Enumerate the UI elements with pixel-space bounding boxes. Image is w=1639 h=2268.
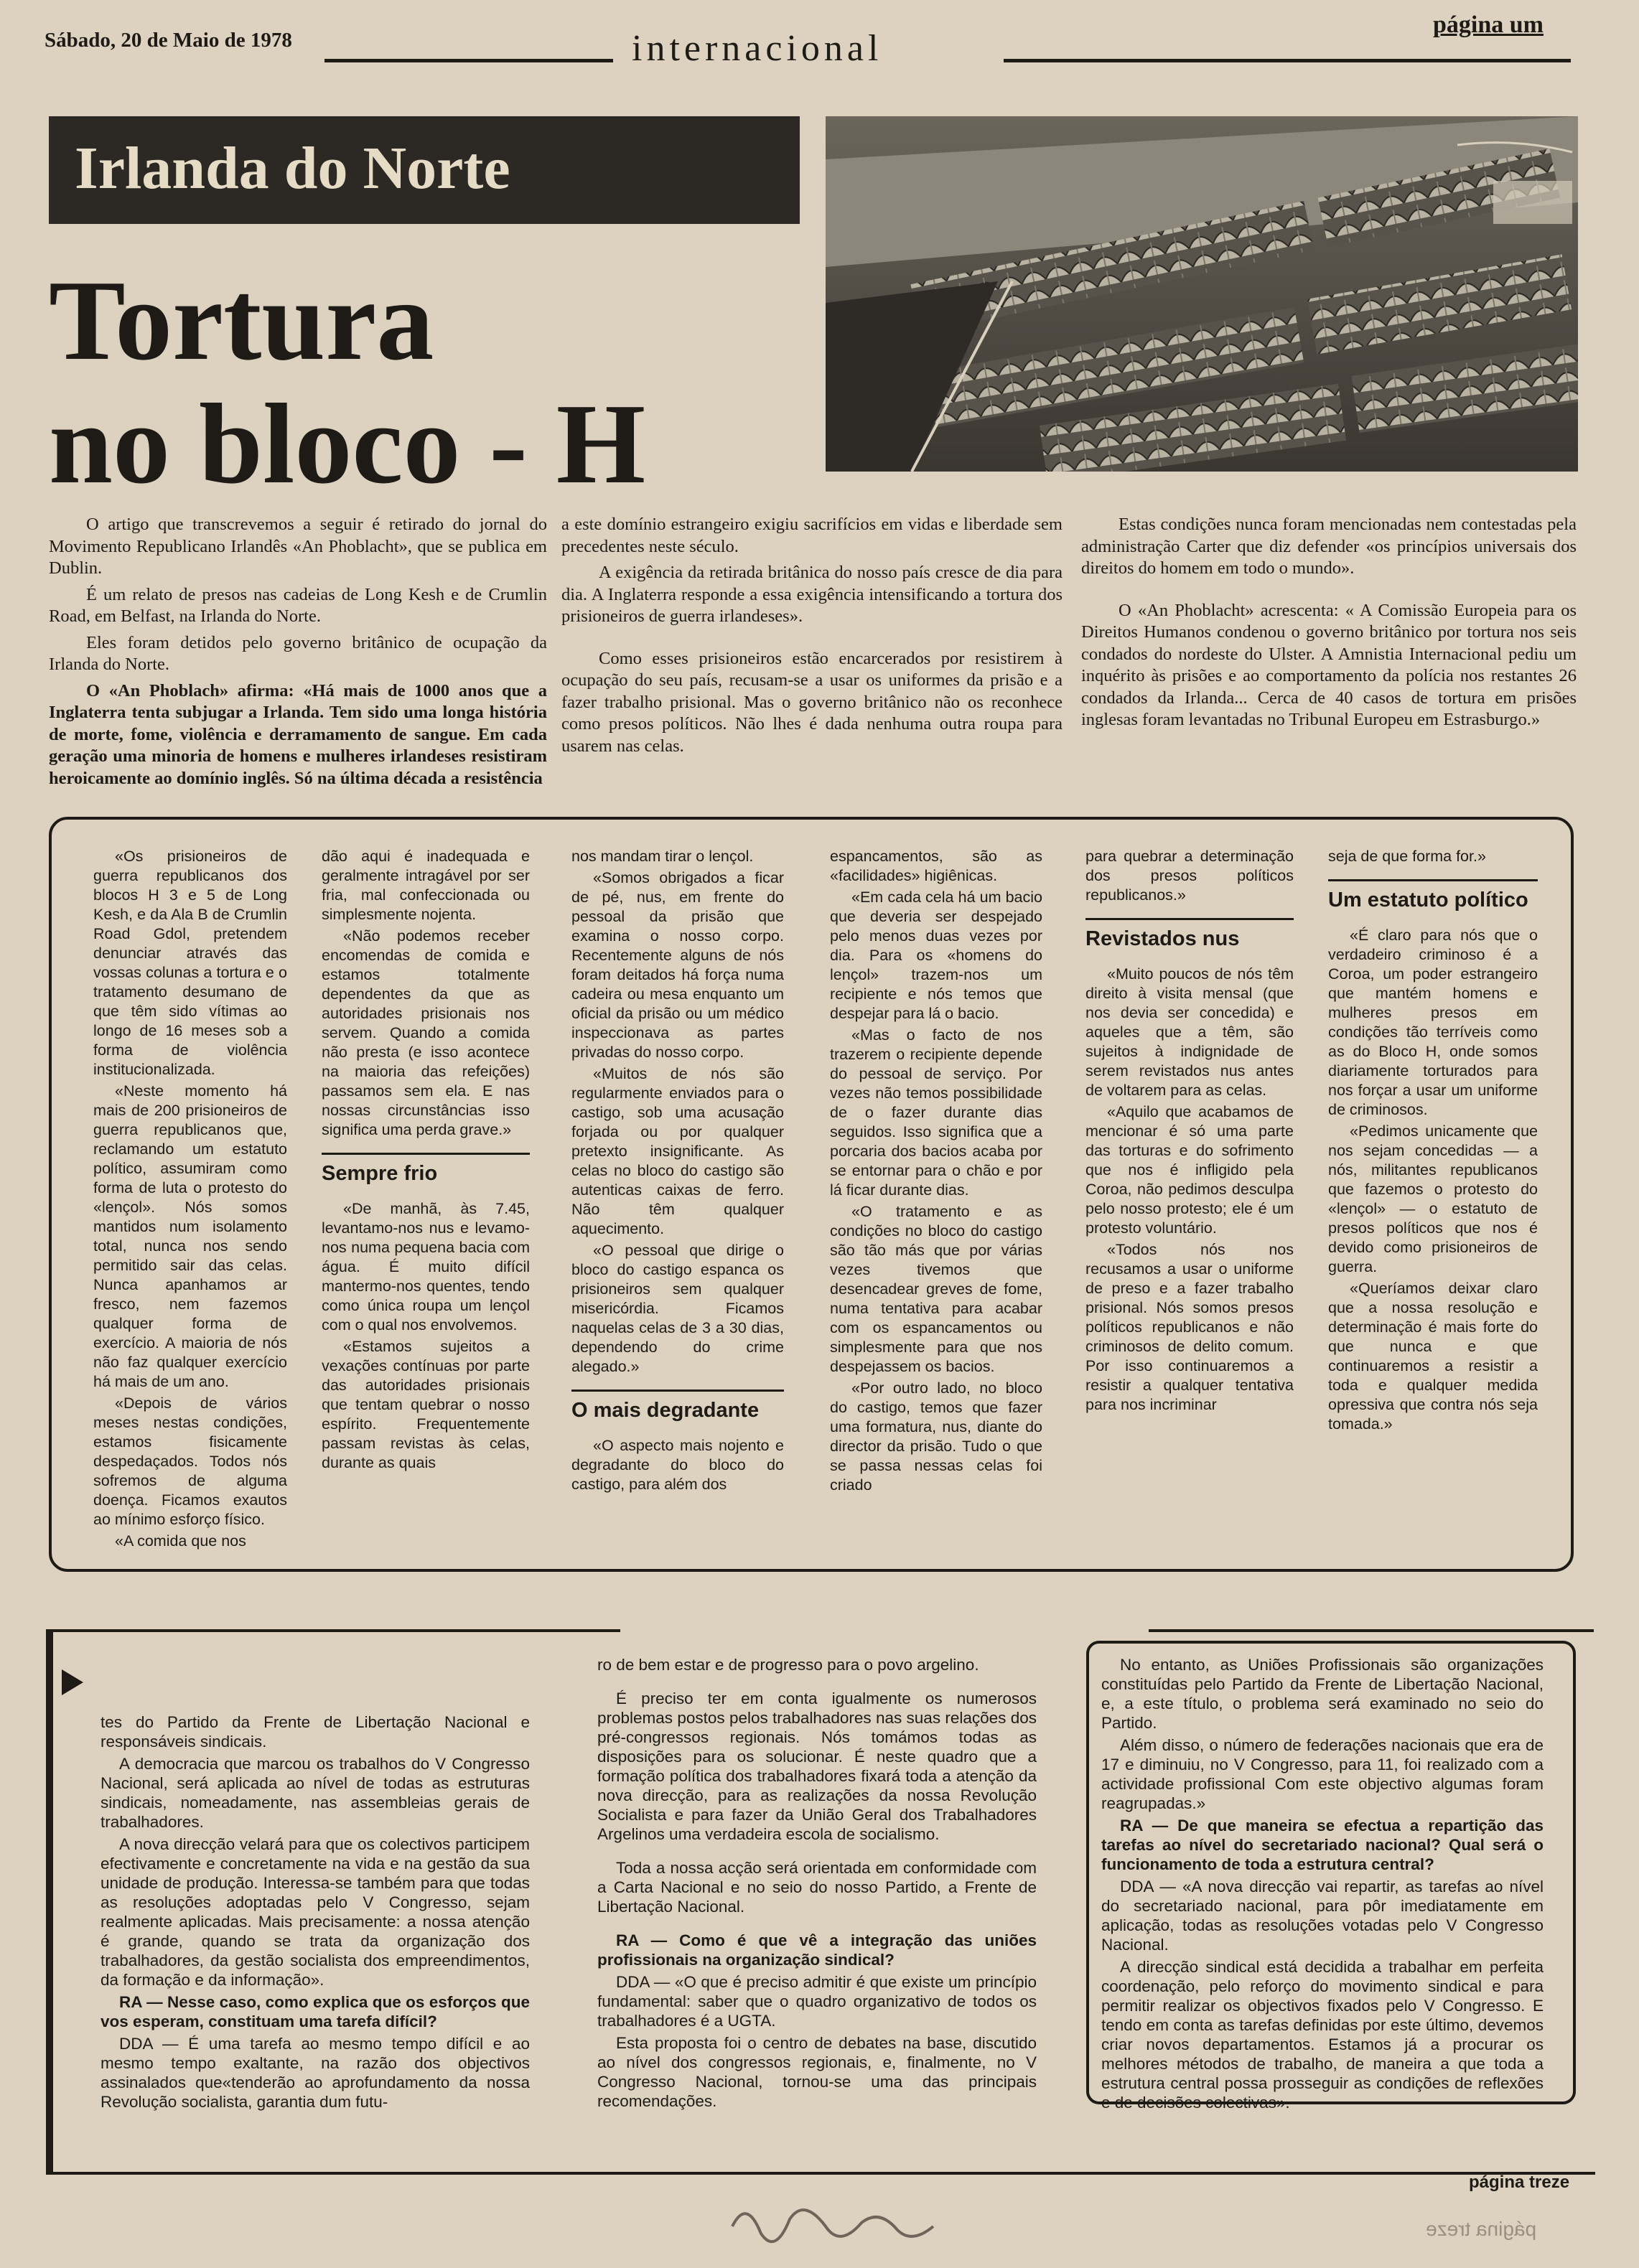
bottom-paragraph: Além disso, o número de federações nacionais que era de 17 e diminuiu, no V Congresso, para 11, foi realizado com a actividade profissional Com este objectivo algumas foram reagrupadas.»	[1101, 1736, 1544, 1812]
testimony-paragraph: «Muito poucos de nós têm direito à visita mensal (que nos devia ser concedida) e aqueles que a têm, são sujeitos à indignidade de serem revistados nus antes de voltarem para as celas.	[1085, 965, 1294, 1099]
testimony-paragraph: «De manhã, às 7.45, levantamo-nos nus e levamo-nos numa pequena bacia com água. É muito difícil mantermo-nos quentes, tendo como única roupa um lençol com o qual nos envolvemos.	[322, 1200, 530, 1334]
testimony-column-4	[830, 847, 1042, 1497]
testimony-paragraph: «Em cada cela há um bacio que deveria ser despejado pelo menos duas vezes por dia. Para os «homens do lençol» trazem-nos um recipiente e nós temos que despejar para lá o bacio.	[830, 889, 1042, 1022]
header-rule-left	[324, 59, 613, 62]
bottom-paragraph: É preciso ter em conta igualmente os numerosos problemas postos pelos trabalhadores nas suas relações dos pré-congressos regionais. Nós tomámos todas as disposições para os solucionar. É neste quadro que a formação política dos trabalhadores fixará toda a atenção da nova direcção, para as realizações da nossa Revolução Socialista e para fazer da União Geral dos Trabalhadores Argelinos uma verdadeira escola de socialismo.	[597, 1690, 1037, 1843]
headline-line-2: no bloco - H	[49, 380, 646, 507]
lead-paragraph: O artigo que transcrevemos a seguir é retirado do jornal do Movimento Republicano Irlandês «An Phoblacht», que se publica em Dublin.	[49, 515, 547, 578]
testimony-paragraph: «Estamos sujeitos a vexações contínuas por parte das autoridades prisionais que tentam quebrar o nosso espírito. Frequentemente passam revistas às celas, durante as quais	[322, 1338, 530, 1471]
testimony-paragraph: nos mandam tirar o lençol.	[571, 848, 754, 865]
header-rule-right	[1004, 59, 1571, 62]
testimony-paragraph: «Os prisioneiros de guerra republicanos dos blocos H 3 e 5 de Long Kesh, e da Ala B de Crumlin Road Gdol, pretendem denunciar através das vossas colunas a tortura e o tratamento desumano de que têm sido vítimas ao longo de 16 meses sob a forma de violência institucionalizada.	[93, 848, 287, 1078]
bottom-paragraph: ro de bem estar e de progresso para o povo argelino.	[597, 1656, 979, 1674]
subhead-sempre-frio: Sempre frio	[322, 1153, 530, 1189]
bottom-paragraph: DDA — «A nova direcção vai repartir, as tarefas ao nível do secretariado nacional, para pôr imediatamente em aplicação, todas as resoluções votadas pelo V Congresso Nacional.	[1101, 1878, 1544, 1954]
page-label: página um	[1433, 11, 1544, 38]
headline	[49, 258, 800, 505]
testimony-paragraph: «Pedimos unicamente que nos sejam concedidas — a nós, militantes republicanos que fazemos o protesto do «lençol» — o estatuto de presos políticos que nos é devido como prisioneiros de guerra.	[1328, 1123, 1538, 1275]
testimony-paragraph: «Neste momento há mais de 200 prisioneiros de guerra republicanos que, reclamando um estatuto político, assumiram como forma de luta o protesto do «lençol». Nós somos mantidos num isolamento total, nunca nos sendo permitido sair das celas. Nunca apanhamos ar fresco, nem fazemos qualquer forma de exercício. A maioria de nós não faz qualquer exercício há mais de um ano.	[93, 1082, 287, 1390]
kicker: Irlanda do Norte	[75, 135, 510, 202]
testimony-paragraph: «Por outro lado, no bloco do castigo, temos que fazer uma formatura, nus, diante do director da prisão. Tudo o que se passa nessas celas foi criado	[830, 1379, 1042, 1494]
bottom-column-3	[1101, 1655, 1544, 2115]
testimony-paragraph: «Somos obrigados a ficar de pé, nus, em frente do pessoal da prisão que examina o nosso corpo. Recentemente alguns de nós foram deitados há força numa cadeira ou mesa enquanto um oficial da prisão ou um médico inspeccionava as partes privadas do nosso corpo.	[571, 869, 784, 1061]
lead-paragraph: Estas condições nunca foram mencionadas nem contestadas pela administração Carter que diz defender «os princípios universais dos direitos do homem em todo o mundo».	[1081, 515, 1577, 578]
bottom-paragraph: Toda a nossa acção será orientada em conformidade com a Carta Nacional e no seio do nosso Partido, a Frente de Libertação Nacional.	[597, 1859, 1037, 1916]
bottom-rule-right	[1149, 1629, 1594, 1632]
page-number: página treze	[1469, 2173, 1570, 2192]
lead-column-1	[49, 514, 547, 794]
bottom-paragraph: A democracia que marcou os trabalhos do V Congresso Nacional, será aplicada ao nível de todas as estruturas sindicais, nomeadamente, nas assembleias gerais de trabalhadores.	[101, 1755, 530, 1831]
testimony-paragraph: «Todos nós nos recusamos a usar o uniforme de preso e a fazer trabalho prisional. Nós somos presos políticos republicanos e não criminosos de delito comum. Por isso continuaremos a resistir a qualquer tentativa para nos incriminar	[1085, 1241, 1294, 1413]
prison-aerial-photo	[826, 116, 1578, 472]
lead-paragraph: A exigência da retirada britânica do nosso país cresce de dia para dia. A Inglaterra responde a essa exigência intensificando a tortura dos prisioneiros de guerra irlandeses».	[561, 563, 1063, 626]
testimony-paragraph: «Muitos de nós são regularmente enviados para o castigo, sob uma acusação forjada ou por qualquer pretexto insignificante. As celas no bloco do castigo são autenticas caixas de ferro. Não têm qualquer aquecimento.	[571, 1065, 784, 1237]
bottom-paragraph: No entanto, as Uniões Profissionais são organizações constituídas pelo Partido da Frente de Libertação Nacional, e, a este título, o problema será examinado no seio do Partido.	[1101, 1656, 1544, 1732]
lead-paragraph: Como esses prisioneiros estão encarcerados por resistirem à ocupação do seu país, recusam-se a usar os uniformes da prisão e a fazer trabalho prisional. Mas o governo britânico não os reconhece como presos políticos. Não lhes é dada nenhuma outra roupa para usarem nas celas.	[561, 648, 1063, 756]
testimony-paragraph: para quebrar a determinação dos presos políticos republicanos.»	[1085, 848, 1294, 904]
testimony-paragraph: dão aqui é inadequada e geralmente intragável por ser fria, mal confeccionada ou simplesmente nojenta.	[322, 848, 530, 923]
testimony-paragraph: «É claro para nós que o verdadeiro criminoso é a Coroa, um poder estrangeiro que mantém homens e mulheres presos em condições tão terríveis como as do Bloco H, onde somos diariamente torturados para nos forçar a usar um uniforme de criminosos.	[1328, 927, 1538, 1118]
testimony-paragraph: «Mas o facto de nos trazerem o recipiente depende do pessoal de serviço. Por vezes não temos possibilidade de o fazer durante dias seguidos. Isso significa que a porcaria dos bacios acaba por se entornar para o chão e por lá ficar durante dias.	[830, 1026, 1042, 1199]
bottom-paragraph: A direcção sindical está decidida a trabalhar em perfeita coordenação, pelo reforço do movimento sindical e para permitir realizar os objectivos fixados pelo V Congresso. E tendo em conta as tarefas definidas por este último, devemos criar novos departamentos. Estamos já a procurar os melhores métodos de trabalho, de maneira a que toda a estrutura central possa prosseguir as condições de reflexões e de decisões colectivas».	[1101, 1958, 1544, 2112]
testimony-paragraph: «Não podemos receber encomendas de comida e estamos totalmente dependentes da que as autoridades prisionais nos servem. Quando a comida não presta (e isso acontece na maioria das refeições) passamos sem ela. E nas nossas circunstâncias isso significa uma perda grave.»	[322, 927, 530, 1138]
bottom-paragraph: A nova direcção velará para que os colectivos participem efectivamente e concretamente na vida e na gestão da sua unidade de produção. Interessa-se também para que todas as resoluções adoptadas pelo V Congresso, sejam realmente aplicadas. Mais precisamente: a nossa atenção é grande, quando se trata da organização dos trabalhadores, da gestão socialista dos empreendimentos, da formação e da informação».	[101, 1835, 530, 1989]
testimony-column-5	[1085, 847, 1294, 1417]
testimony-paragraph: «O aspecto mais nojento e degradante do bloco do castigo, para além dos	[571, 1437, 784, 1493]
testimony-column-3	[571, 847, 784, 1496]
lead-column-3	[1081, 514, 1577, 736]
testimony-paragraph: «A comida que nos	[115, 1532, 246, 1550]
testimony-column-6	[1328, 847, 1538, 1436]
testimony-paragraph: espancamentos, são as «facilidades» higiênicas.	[830, 848, 1042, 884]
lead-paragraph: a este domínio estrangeiro exigiu sacrifícios em vidas e liberdade sem precedentes neste século.	[561, 515, 1063, 556]
subhead-estatuto-politico: Um estatuto político	[1328, 879, 1538, 916]
lead-paragraph: É um relato de presos nas cadeias de Long Kesh e de Crumlin Road, em Belfast, na Irlanda do Norte.	[49, 584, 547, 626]
testimony-paragraph: seja de que forma for.»	[1328, 848, 1486, 865]
handwritten-mark	[725, 2183, 940, 2262]
bottom-column-1	[101, 1712, 530, 2114]
headline-line-1: Tortura	[49, 256, 434, 384]
bottom-column-2	[597, 1655, 1037, 2114]
testimony-paragraph: «Aquilo que acabamos de mencionar é só uma parte das torturas e do sofrimento que nos é infligido pela Coroa, não pedimos desculpa pelo nosso protesto; ele é um protesto voluntário.	[1085, 1103, 1294, 1237]
lead-paragraph: O «An Phoblach» afirma: «Há mais de 1000 anos que a Inglaterra tenta subjugar a Irlanda. Tem sido uma longa história de morte, fome, violência e derramamento de sangue. Em cada geração uma minoria de homens e mulheres irlandeses resistiram heroicamente ao domínio inglês. Só na última década a resistência	[49, 680, 547, 788]
testimony-column-1	[93, 847, 287, 1553]
bottom-paragraph: DDA — É uma tarefa ao mesmo tempo difícil e ao mesmo tempo exaltante, na razão dos objectivos assinalados que«tenderão ao aprofundamento da nossa Revolução socialista, garantia dum futu-	[101, 2035, 530, 2111]
bottom-vertical-rule	[46, 1629, 53, 2175]
subhead-mais-degradante: O mais degradante	[571, 1390, 784, 1426]
bottom-rule-left	[46, 1629, 620, 1632]
subhead-revistados-nus: Revistados nus	[1085, 918, 1294, 955]
bottom-base-rule	[46, 2172, 1595, 2175]
testimony-column-2	[322, 847, 530, 1475]
bottom-question: RA — Como é que vê a integração das uniões profissionais na organização sindical?	[597, 1931, 1037, 1969]
bottom-paragraph: DDA — «O que é preciso admitir é que existe um princípio fundamental: saber que o quadro organizativo de todos os trabalhadores é a UGTA.	[597, 1973, 1037, 2030]
testimony-paragraph: «O pessoal que dirige o bloco do castigo espanca os prisioneiros sem qualquer misericórdia. Ficamos naquelas celas de 3 a 30 dias, dependendo do crime alegado.»	[571, 1242, 784, 1375]
testimony-paragraph: «Queríamos deixar claro que a nossa resolução e determinação é mais forte do que nunca e que continuaremos a resistir a toda e qualquer medida opressiva que contra nós seja tomada.»	[1328, 1280, 1538, 1433]
section-title: internacional	[632, 28, 883, 69]
testimony-paragraph: «Depois de vários meses nestas condições, estamos fisicamente despedaçados. Todos nós sofremos de alguma doença. Ficamos exautos ao mínimo esforço físico.	[93, 1395, 287, 1528]
bottom-question: RA — De que maneira se efectua a repartição das tarefas ao nível do secretariado nacional? Qual será o funcionamento de toda a estrutura central?	[1101, 1817, 1544, 1873]
lead-paragraph: Eles foram detidos pelo governo britânico de ocupação da Irlanda do Norte.	[49, 632, 547, 674]
bottom-paragraph: Esta proposta foi o centro de debates na base, discutido ao nível dos congressos regionais, e, finalmente, no V Congresso Nacional, tornou-se uma das principais recomendações.	[597, 2034, 1037, 2110]
testimony-paragraph: «O tratamento e as condições no bloco do castigo são tão más que por várias vezes tivemos que desencadear greves de fome, numa tentativa para acabar com os espancamentos ou simplesmente para que nos despejassem os bacios.	[830, 1203, 1042, 1375]
bottom-paragraph: tes do Partido da Frente de Libertação Nacional e responsáveis sindicais.	[101, 1713, 530, 1751]
mirrored-page-number: página treze	[1426, 2218, 1537, 2240]
lead-paragraph: O «An Phoblacht» acrescenta: « A Comissão Europeia para os Direitos Humanos condenou o governo britânico por tortura nos seis condados do nordeste do Ulster. A Amnistia Internacional pediu um inquérito às prisões e ao comportamento da polícia nos restantes 26 condados da Irlanda... Cerca de 40 casos de tortura em prisões inglesas foram levantadas no Tribunal Europeu em Estrasburgo.»	[1081, 600, 1577, 729]
bottom-question: RA — Nesse caso, como explica que os esforços que vos esperam, constituam uma tarefa difícil?	[101, 1993, 530, 2030]
continuation-arrow-icon	[62, 1669, 83, 1695]
lead-column-2	[561, 514, 1063, 762]
issue-date: Sábado, 20 de Maio de 1978	[45, 29, 292, 52]
